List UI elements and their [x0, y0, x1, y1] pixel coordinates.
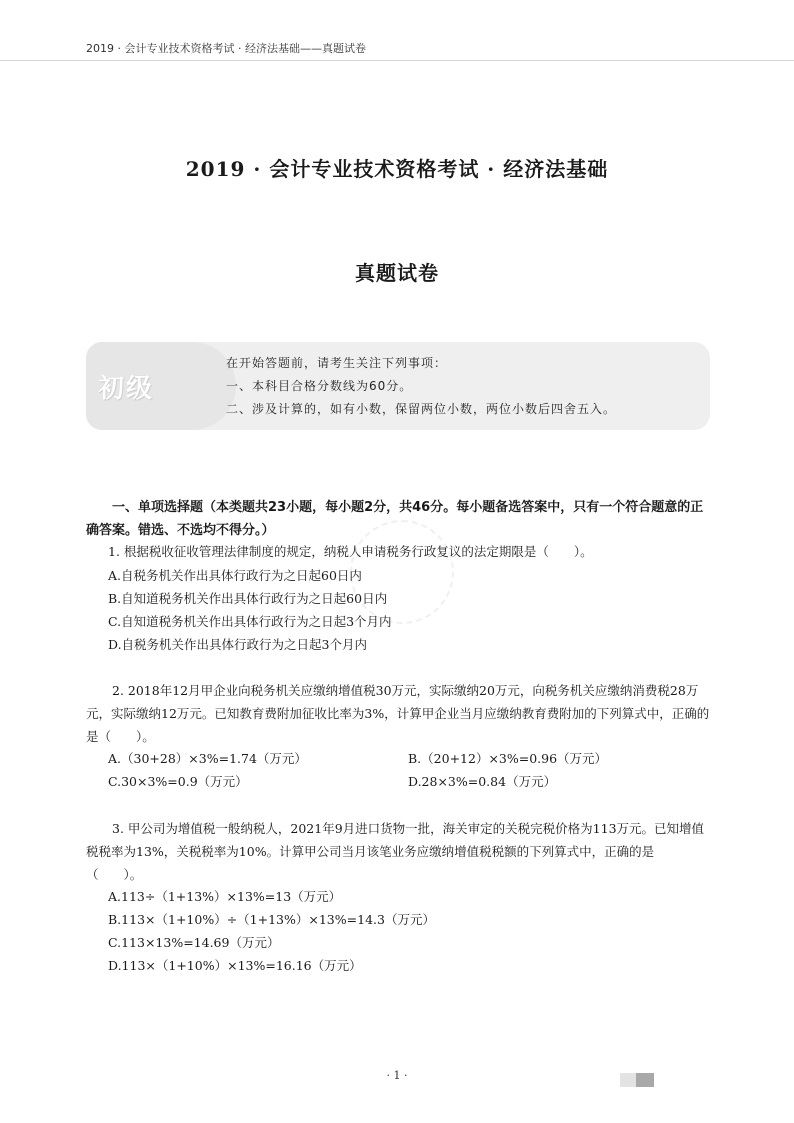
notice-line: 二、涉及计算的，如有小数，保留两位小数，两位小数后四舍五入。	[226, 402, 617, 416]
running-header: 2019 · 会计专业技术资格考试 · 经济法基础——真题试卷	[86, 42, 366, 55]
notice-line: 在开始答题前，请考生关注下列事项：	[226, 356, 448, 370]
header-divider	[0, 60, 794, 61]
level-badge	[86, 342, 236, 430]
question-3-option-a: A.113÷（1+13%）×13%=13（万元）	[108, 889, 342, 904]
question-1-option-b: B.自知道税务机关作出具体行政行为之日起60日内	[108, 591, 388, 606]
question-2-stem: 2. 2018年12月甲企业向税务机关应缴纳增值税30万元，实际缴纳20万元，向税务机关应缴纳消费税28万元，实际缴纳12万元。已知教育费附加征收比率为3%，计算甲企业当月应缴纳教育费附加的下列算式中，正确的是（ ）。	[86, 683, 710, 744]
question-3-option-d: D.113×（1+10%）×13%=16.16（万元）	[108, 958, 362, 973]
question-1-option-c: C.自知道税务机关作出具体行政行为之日起3个月内	[108, 614, 392, 629]
question-3-stem: 3. 甲公司为增值税一般纳税人，2021年9月进口货物一批，海关审定的关税完税价格为113万元。已知增值税税率为13%，关税税率为10%。计算甲公司当月该笔业务应缴纳增值税税额的下列算式中，正确的是（ ）。	[86, 821, 705, 882]
question-1-option-a: A.自税务机关作出具体行政行为之日起60日内	[108, 568, 362, 583]
question-3-option-c: C.113×13%=14.69（万元）	[108, 935, 280, 950]
question-1-stem: 1. 根据税收征收管理法律制度的规定，纳税人申请税务行政复议的法定期限是（ ）。	[108, 544, 593, 559]
question-1-option-d: D.自税务机关作出具体行政行为之日起3个月内	[108, 637, 368, 652]
section-heading: 一、单项选择题（本类题共23小题，每小题2分，共46分。每小题备选答案中，只有一个符合题意的正确答案。错选、不选均不得分。）	[86, 500, 704, 538]
document-subtitle: 真题试卷	[355, 261, 439, 285]
question-2-option-c: C.30×3%=0.9（万元）	[108, 774, 248, 789]
question-2-option-b: B.（20+12）×3%=0.96（万元）	[408, 751, 608, 766]
notice-line: 一、本科目合格分数线为60分。	[226, 379, 413, 393]
question-2-option-a: A.（30+28）×3%=1.74（万元）	[108, 751, 307, 766]
notice-lines	[226, 352, 616, 421]
question-2-option-d: D.28×3%=0.84（万元）	[408, 774, 557, 789]
question-3-option-b: B.113×（1+10%）÷（1+13%）×13%=14.3（万元）	[108, 912, 435, 927]
corner-mark-dark	[636, 1073, 654, 1087]
exam-notice-box	[86, 342, 710, 430]
document-title: 2019 · 会计专业技术资格考试 · 经济法基础	[185, 157, 609, 181]
corner-mark-light	[620, 1073, 636, 1087]
page-number: · 1 ·	[386, 1069, 408, 1082]
level-badge-text: 初级	[98, 374, 155, 404]
